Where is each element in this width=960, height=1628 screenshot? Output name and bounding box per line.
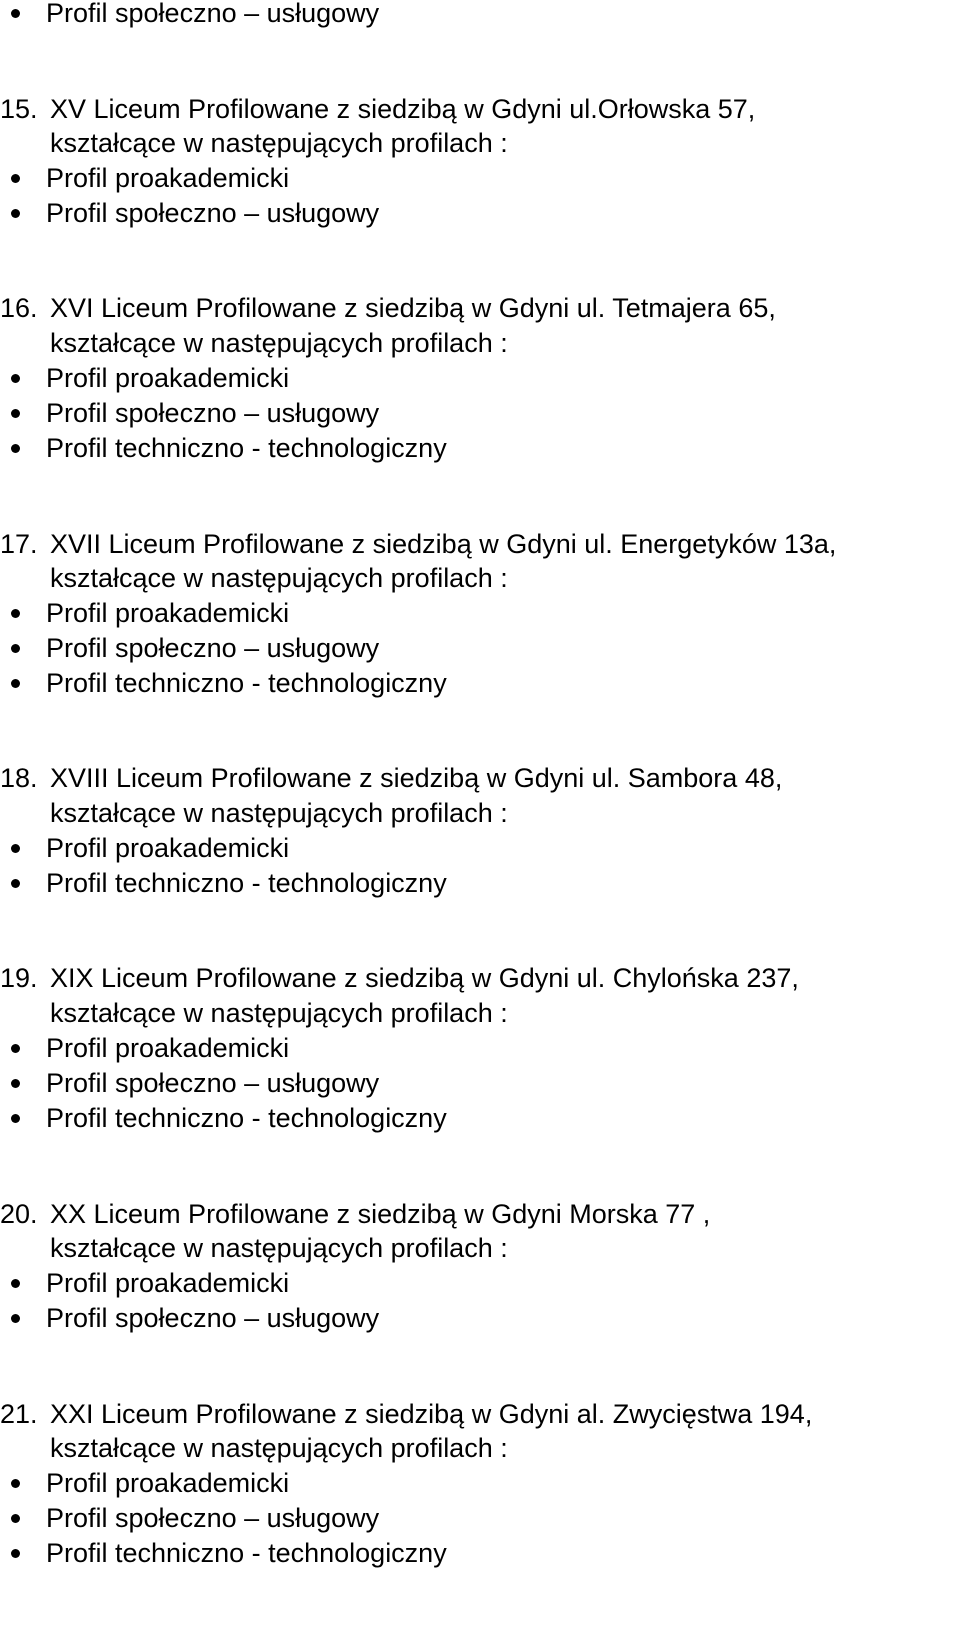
school-title: XIX Liceum Profilowane z siedzibą w Gdyni ul. Chylońska 237, <box>50 963 799 993</box>
school-number: 17. <box>0 529 38 559</box>
bullet-icon <box>0 1300 40 1336</box>
bullet-icon <box>0 160 40 196</box>
profile-label: Profil proakademicki <box>46 833 290 863</box>
bullet-icon <box>0 1030 40 1066</box>
list-item <box>0 195 900 231</box>
profile-label: Profil techniczno - technologiczny <box>46 1103 447 1133</box>
school-heading <box>0 290 900 326</box>
school-number: 20. <box>0 1199 38 1229</box>
school-heading <box>0 960 900 996</box>
list-item <box>0 830 900 866</box>
profile-label: Profil proakademicki <box>46 1268 290 1298</box>
bullet-icon <box>0 630 40 666</box>
bullet-icon <box>0 1265 40 1301</box>
list-item <box>0 160 900 196</box>
bullet-icon <box>0 1100 40 1136</box>
profile-label: Profil społeczno – usługowy <box>46 0 380 28</box>
school-heading <box>0 91 900 127</box>
profile-label: Profil proakademicki <box>46 1033 290 1063</box>
list-item <box>0 360 900 396</box>
school-title: XX Liceum Profilowane z siedzibą w Gdyni Morska 77 , <box>50 1199 711 1229</box>
list-item <box>0 1465 900 1501</box>
list-item <box>0 665 900 701</box>
school-heading <box>0 526 900 562</box>
school-subtitle: kształcące w następujących profilach : <box>50 328 508 358</box>
school-subtitle: kształcące w następujących profilach : <box>50 563 508 593</box>
list-item <box>0 0 900 31</box>
bullet-icon <box>0 1465 40 1501</box>
bullet-icon <box>0 1535 40 1571</box>
profile-label: Profil społeczno – usługowy <box>46 633 380 663</box>
school-number: 16. <box>0 293 38 323</box>
profile-label: Profil techniczno - technologiczny <box>46 868 447 898</box>
bullet-icon <box>0 830 40 866</box>
bullet-icon <box>0 1065 40 1101</box>
profile-label: Profil techniczno - technologiczny <box>46 668 447 698</box>
profile-label: Profil proakademicki <box>46 1468 290 1498</box>
list-item <box>0 1265 900 1301</box>
list-item <box>0 865 900 901</box>
profile-label: Profil społeczno – usługowy <box>46 398 380 428</box>
school-subtitle: kształcące w następujących profilach : <box>50 1233 508 1263</box>
profile-label: Profil społeczno – usługowy <box>46 1303 380 1333</box>
school-number: 15. <box>0 94 38 124</box>
list-item <box>0 595 900 631</box>
bullet-icon <box>0 360 40 396</box>
list-item <box>0 1100 900 1136</box>
profile-label: Profil proakademicki <box>46 163 290 193</box>
bullet-icon <box>0 195 40 231</box>
list-item <box>0 1300 900 1336</box>
profile-label: Profil techniczno - technologiczny <box>46 1538 447 1568</box>
bullet-icon <box>0 665 40 701</box>
profile-label: Profil społeczno – usługowy <box>46 1068 380 1098</box>
bullet-icon <box>0 395 40 431</box>
list-item <box>0 1065 900 1101</box>
list-item <box>0 630 900 666</box>
school-heading <box>0 1396 900 1432</box>
bullet-icon <box>0 595 40 631</box>
school-number: 21. <box>0 1399 38 1429</box>
profile-label: Profil techniczno - technologiczny <box>46 433 447 463</box>
school-number: 19. <box>0 963 38 993</box>
school-subtitle: kształcące w następujących profilach : <box>50 798 508 828</box>
list-item <box>0 1535 900 1571</box>
school-title: XVII Liceum Profilowane z siedzibą w Gdyni ul. Energetyków 13a, <box>50 529 837 559</box>
list-item <box>0 395 900 431</box>
school-number: 18. <box>0 763 38 793</box>
profile-label: Profil społeczno – usługowy <box>46 198 380 228</box>
school-subtitle: kształcące w następujących profilach : <box>50 128 508 158</box>
profile-label: Profil proakademicki <box>46 363 290 393</box>
bullet-icon <box>0 865 40 901</box>
school-title: XVI Liceum Profilowane z siedzibą w Gdyni ul. Tetmajera 65, <box>50 293 776 323</box>
list-item <box>0 1030 900 1066</box>
bullet-icon <box>0 430 40 466</box>
school-heading <box>0 1196 900 1232</box>
list-item <box>0 1500 900 1536</box>
school-subtitle: kształcące w następujących profilach : <box>50 1433 508 1463</box>
profile-label: Profil proakademicki <box>46 598 290 628</box>
bullet-icon <box>0 0 40 31</box>
school-title: XVIII Liceum Profilowane z siedzibą w Gdyni ul. Sambora 48, <box>50 763 783 793</box>
profile-label: Profil społeczno – usługowy <box>46 1503 380 1533</box>
school-heading <box>0 760 900 796</box>
school-title: XV Liceum Profilowane z siedzibą w Gdyni ul.Orłowska 57, <box>50 94 756 124</box>
list-item <box>0 430 900 466</box>
school-title: XXI Liceum Profilowane z siedzibą w Gdyni al. Zwycięstwa 194, <box>50 1399 813 1429</box>
school-subtitle: kształcące w następujących profilach : <box>50 998 508 1028</box>
bullet-icon <box>0 1500 40 1536</box>
